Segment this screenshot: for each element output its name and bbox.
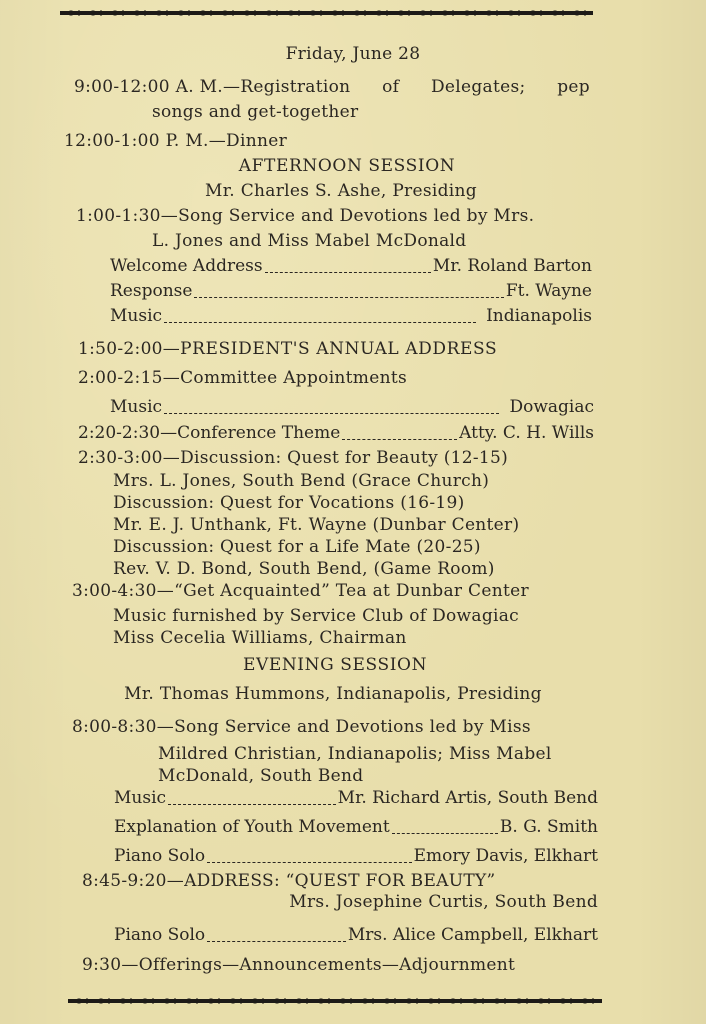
item-text: Dinner — [226, 131, 287, 151]
program-entry-piano-solo — [114, 845, 598, 867]
program-entry-youth-movement — [114, 816, 598, 838]
dotted-leader — [164, 413, 499, 414]
entry-label: Welcome Address — [110, 256, 263, 276]
afternoon-presiding: Mr. Charles S. Ashe, Presiding — [205, 181, 477, 201]
schedule-item-continuation: songs and get-together — [152, 102, 359, 122]
entry-label: Response — [110, 281, 193, 301]
schedule-item-conference-theme: 2:20-2:30—Conference Theme Atty. C. H. Wills — [78, 423, 594, 443]
item-time: 8:00-8:30 — [72, 717, 157, 737]
item-text: Song Service and Devotions led by Miss — [174, 717, 531, 737]
entry-label: Music — [114, 788, 167, 808]
entry-label: Piano Solo — [114, 925, 206, 945]
item-text: Committee Appointments — [180, 368, 407, 388]
dotted-leader — [207, 941, 346, 942]
entry-value: Emory Davis, Elkhart — [413, 846, 598, 866]
entry-value: Mr. Richard Artis, South Bend — [337, 788, 598, 808]
entry-value: Mr. Roland Barton — [432, 256, 592, 276]
program-entry-response — [110, 280, 592, 302]
entry-value: B. G. Smith — [499, 817, 598, 837]
program-entry-welcome — [110, 255, 592, 277]
entry-label: Conference Theme — [177, 423, 341, 443]
item-time: 2:00-2:15 — [78, 368, 163, 388]
program-entry-music — [110, 396, 594, 418]
dotted-leader — [168, 804, 336, 805]
item-time: 9:30 — [82, 955, 122, 975]
entry-value: Mrs. Alice Campbell, Elkhart — [347, 925, 598, 945]
entry-value: Indianapolis — [486, 306, 592, 326]
schedule-item-registration: 9:00-12:00 A. M.—Registration of Delegates; pep — [74, 77, 590, 97]
item-time: 1:50-2:00 — [78, 339, 163, 359]
item-text: ADDRESS: “QUEST FOR BEAUTY” — [184, 871, 496, 891]
entry-label: Music — [110, 397, 163, 417]
song-service-detail-line: Mildred Christian, Indianapolis; Miss Mabel — [158, 744, 552, 764]
entry-value: Atty. C. H. Wills — [459, 423, 594, 443]
program-entry-piano-solo — [114, 924, 598, 946]
discussion-line: Discussion: Quest for a Life Mate (20-25) — [113, 537, 481, 557]
schedule-item-tea: 3:00-4:30—“Get Acquainted” Tea at Dunbar Center — [72, 581, 529, 601]
dotted-leader — [194, 297, 503, 298]
discussion-line: Mrs. L. Jones, South Bend (Grace Church) — [113, 471, 490, 491]
schedule-item-continuation: L. Jones and Miss Mabel McDonald — [152, 231, 467, 251]
dotted-leader — [265, 272, 431, 273]
schedule-item-closing: 9:30—Offerings—Announcements—Adjournment — [82, 955, 516, 975]
item-text: Song Service and Devotions led by Mrs. — [178, 206, 535, 226]
schedule-item-address: 8:45-9:20—ADDRESS: “QUEST FOR BEAUTY” — [82, 871, 496, 891]
address-speaker: Mrs. Josephine Curtis, South Bend — [289, 892, 598, 912]
evening-session-title: EVENING SESSION — [242, 655, 428, 675]
page-heading: Friday, June 28 — [285, 44, 421, 64]
song-service-detail-line: McDonald, South Bend — [158, 766, 364, 786]
tea-detail-line: Miss Cecelia Williams, Chairman — [113, 628, 407, 648]
item-text: PRESIDENT'S ANNUAL ADDRESS — [180, 339, 498, 359]
bottom-decorative-border — [68, 998, 602, 1004]
entry-label: Explanation of Youth Movement — [114, 817, 390, 837]
item-time: 2:30-3:00 — [78, 448, 163, 468]
schedule-item-discussion: 2:30-3:00—Discussion: Quest for Beauty (12-15) — [78, 448, 509, 468]
afternoon-session-title: AFTERNOON SESSION — [238, 156, 456, 176]
item-text: Discussion: Quest for Beauty (12-15) — [180, 448, 509, 468]
schedule-item-song-service: 1:00-1:30—Song Service and Devotions led by Mrs. — [76, 206, 535, 226]
dotted-leader — [207, 862, 411, 863]
dotted-leader — [342, 439, 457, 440]
entry-label: Music — [110, 306, 163, 326]
entry-value: Ft. Wayne — [505, 281, 592, 301]
program-entry-music — [114, 787, 598, 809]
schedule-item-dinner: 12:00-1:00 P. M.—Dinner — [64, 131, 287, 151]
evening-presiding: Mr. Thomas Hummons, Indianapolis, Presiding — [124, 684, 542, 704]
entry-value: Dowagiac — [509, 397, 594, 417]
item-time: 8:45-9:20 — [82, 871, 167, 891]
schedule-item-committee: 2:00-2:15—Committee Appointments — [78, 368, 407, 388]
discussion-line: Mr. E. J. Unthank, Ft. Wayne (Dunbar Center) — [113, 515, 520, 535]
item-time: 3:00-4:30 — [72, 581, 157, 601]
item-text: Registration — [240, 77, 351, 97]
discussion-line: Discussion: Quest for Vocations (16-19) — [113, 493, 465, 513]
entry-label: Piano Solo — [114, 846, 206, 866]
item-time: 1:00-1:30 — [76, 206, 161, 226]
schedule-item-president-address: 1:50-2:00—PRESIDENT'S ANNUAL ADDRESS — [78, 339, 498, 359]
dotted-leader — [392, 833, 498, 834]
schedule-item-evening-song-service: 8:00-8:30—Song Service and Devotions led by Miss — [72, 717, 531, 737]
item-text: Offerings—Announcements—Adjournment — [138, 955, 516, 975]
dotted-leader — [164, 322, 476, 323]
item-text: “Get Acquainted” Tea at Dunbar Center — [174, 581, 529, 601]
item-time: 12:00-1:00 P. M. — [64, 131, 209, 151]
item-time: 2:20-2:30 — [78, 423, 161, 443]
program-entry-music — [110, 305, 592, 327]
discussion-line: Rev. V. D. Bond, South Bend, (Game Room) — [113, 559, 495, 579]
tea-detail-line: Music furnished by Service Club of Dowagiac — [113, 606, 519, 626]
item-time: 9:00-12:00 A. M. — [74, 77, 224, 97]
top-decorative-border — [60, 10, 593, 16]
